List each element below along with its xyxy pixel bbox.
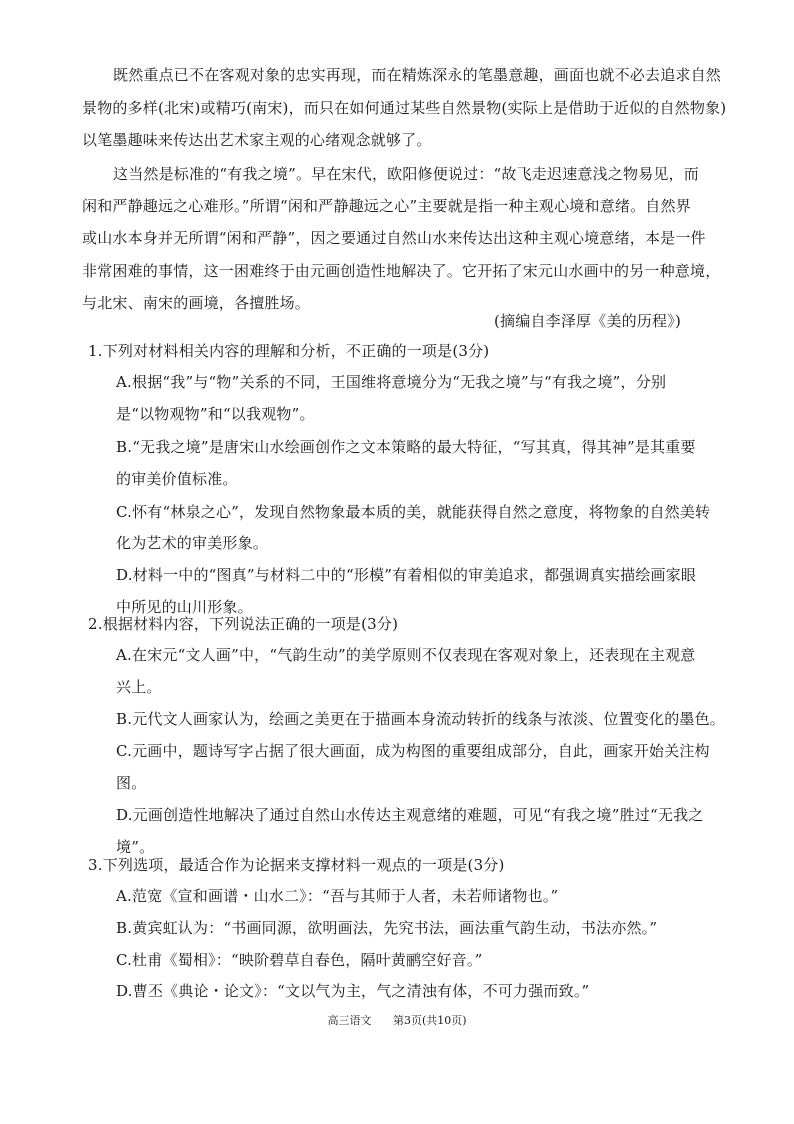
footer-subject: 高三语文: [327, 1014, 372, 1027]
answer-option-line: B.元代文人画家认为，绘画之美更在于描画本身流动转折的线条与浓淡、位置变化的墨色。: [116, 710, 725, 728]
answer-option-line: 化为艺术的审美形象。: [116, 534, 269, 552]
answer-option-line: C.杜甫《蜀相》：“映阶碧草自春色，隔叶黄鹂空好音。”: [116, 951, 483, 969]
question-stem: 3.下列选项，最适合作为论据来支撑材料一观点的一项是(3分): [88, 856, 505, 874]
answer-option-line: 兴上。: [116, 678, 162, 696]
answer-option-line: A.在宋元“文人画”中，“气韵生动”的美学原则不仅表现在客观对象上，还表现在主观意: [116, 646, 696, 664]
answer-option-line: 境”。: [116, 838, 155, 856]
answer-option-line: 的审美价值标准。: [116, 470, 238, 488]
answer-option-line: D.曹丕《典论・论文》：“文以气为主，气之清浊有体，不可力强而致。”: [116, 982, 590, 1000]
passage-line: 这当然是标准的“有我之境”。早在宋代，欧阳修便说过：“故飞走迟速意浅之物易见，而: [113, 165, 700, 183]
passage-line: 非常困难的事情，这一困难终于由元画创造性地解决了。它开拓了宋元山水画中的另一种意境，: [82, 262, 721, 280]
passage-line: 景物的多样(北宋)或精巧(南宋)，而只在如何通过某些自然景物(实际上是借助于近似的自然物象): [82, 99, 727, 117]
passage-line: 以笔墨趣味来传达出艺术家主观的心绪观念就够了。: [82, 131, 432, 149]
footer-page-number: 第3页(共10页): [392, 1014, 467, 1027]
question-stem: 2.根据材料内容，下列说法正确的一项是(3分): [88, 615, 399, 633]
answer-option-line: A.范宽《宣和画谱・山水二》：“吾与其师于人者，未若师诸物也。”: [116, 887, 559, 905]
answer-option-line: D.元画创造性地解决了通过自然山水传达主观意绪的难题，可见“有我之境”胜过“无我之: [116, 806, 704, 824]
question-stem: 1.下列对材料相关内容的理解和分析，不正确的一项是(3分): [88, 342, 490, 360]
answer-option-line: 图。: [116, 774, 147, 792]
source-citation: (摘编自李泽厚《美的历程》): [494, 312, 682, 330]
answer-option-line: 是“以物观物”和“以我观物”。: [116, 405, 315, 423]
passage-line: 或山水本身并无所谓“闲和严静”，因之要通过自然山水来传达出这种主观心境意绪，本是一件: [82, 229, 706, 247]
passage-line: 既然重点已不在客观对象的忠实再现，而在精炼深永的笔墨意趣，画面也就不必去追求自然: [113, 66, 722, 84]
page-footer: [0, 1014, 794, 1028]
passage-line: 闲和严静趣远之心难形。”所谓“闲和严静趣远之心”主要就是指一种主观心境和意绪。自然界: [82, 197, 691, 215]
answer-option-line: B.“无我之境”是唐宋山水绘画创作之文本策略的最大特征，“写其真，得其神”是其重要: [116, 438, 696, 456]
answer-option-line: 中所见的山川形象。: [116, 598, 253, 616]
answer-option-line: C.怀有“林泉之心”，发现自然物象最本质的美，就能获得自然之意度，将物象的自然美转: [116, 503, 711, 521]
answer-option-line: C.元画中，题诗写字占据了很大画面，成为构图的重要组成部分，自此，画家开始关注构: [116, 742, 710, 760]
answer-option-line: B.黄宾虹认为：“书画同源，欲明画法，先究书法，画法重气韵生动，书法亦然。”: [116, 919, 658, 937]
answer-option-line: D.材料一中的“图真”与材料二中的“形模”有着相似的审美追求，都强调真实描绘画家眼: [116, 566, 697, 584]
answer-option-line: A.根据“我”与“物”关系的不同，王国维将意境分为“无我之境”与“有我之境”，分别: [116, 373, 667, 391]
passage-line: 与北宋、南宋的画境，各擅胜场。: [82, 294, 311, 312]
